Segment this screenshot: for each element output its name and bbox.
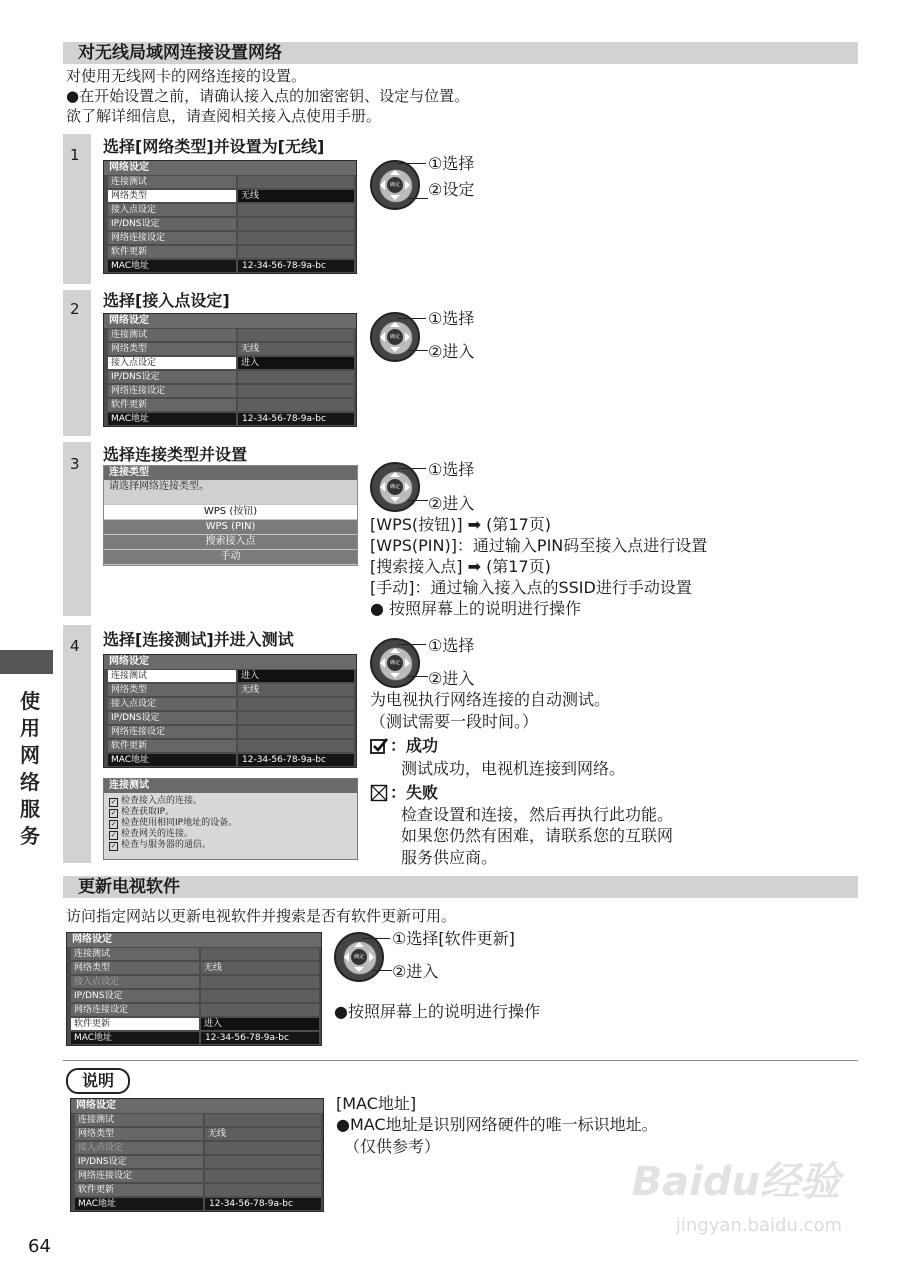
menu-title: 网络设定 <box>104 161 356 175</box>
intro-line-1: 对使用无线网卡的网络连接的设置。 <box>66 67 307 85</box>
step-2-number: 2 <box>70 300 80 318</box>
ok-button-label: 确定 <box>351 949 367 965</box>
menu-title: 网络设定 <box>104 655 356 669</box>
divider <box>63 1060 858 1061</box>
menu-row-connection-settings[interactable]: 网络连接设定 <box>104 384 356 398</box>
network-settings-menu-2 <box>103 313 357 427</box>
checkbox-icon: ✓ <box>110 820 117 828</box>
checkbox-icon: ✓ <box>110 809 117 817</box>
dialog-message: 请选择网络连接类型。 <box>104 480 357 504</box>
intro-line-2: ●在开始设置之前，请确认接入点的加密密钥、设定与位置。 <box>66 87 470 105</box>
menu-row-connection-settings[interactable]: 网络连接设定 <box>104 725 356 739</box>
step-3-line-1: [WPS(按钮)] ➡ (第17页) <box>370 515 552 534</box>
menu-title: 网络设定 <box>67 933 321 947</box>
menu-row-software-update[interactable]: 软件更新 <box>71 1183 323 1197</box>
step-4-marker <box>63 625 91 863</box>
menu-row-connection-settings[interactable]: 网络连接设定 <box>104 231 356 245</box>
menu-row-connection-test[interactable]: 连接测试 <box>104 175 356 189</box>
leader-line <box>398 318 426 319</box>
menu-row-network-type[interactable]: 网络类型 无线 <box>104 342 356 356</box>
menu-row-connection-test[interactable]: 连接测试 进入 <box>104 669 356 683</box>
remote-dpad-3 <box>370 462 420 512</box>
note-heading: [MAC地址] <box>336 1094 417 1113</box>
step-3-number: 3 <box>70 455 80 473</box>
menu-row-ip-dns[interactable]: IP/DNS设定 <box>71 1155 323 1169</box>
checkbox-icon: ✓ <box>110 798 117 806</box>
ok-button-label: 确定 <box>387 329 403 345</box>
step-3-line-5: ● 按照屏幕上的说明进行操作 <box>370 599 582 618</box>
step-1-op-set: ②设定 <box>428 180 475 199</box>
ok-button-label: 确定 <box>387 177 403 193</box>
menu-row-software-update[interactable]: 软件更新 进入 <box>67 1017 321 1031</box>
section-title-wireless: 对无线局域网连接设置网络 <box>78 43 282 63</box>
menu-title: 网络设定 <box>104 314 356 328</box>
remote-dpad-4 <box>370 638 420 688</box>
step-2-op-enter: ②进入 <box>428 342 475 361</box>
note-line-1: ●MAC地址是识别网络硬件的唯一标识地址。 <box>336 1115 658 1134</box>
test-item: ✓ 检查接入点的连接。 <box>110 796 203 806</box>
checkbox-icon: ✓ <box>110 842 117 850</box>
remote-dpad-1 <box>370 160 420 210</box>
checkbox-icon: ✓ <box>110 831 117 839</box>
menu-row-software-update[interactable]: 软件更新 <box>104 398 356 412</box>
network-settings-menu-1 <box>103 160 357 274</box>
leader-line <box>408 500 428 501</box>
step-3-line-2: [WPS(PIN)]：通过输入PIN码至接入点进行设置 <box>370 536 708 555</box>
menu-row-mac: MAC地址 12-34-56-78-9a-bc <box>67 1031 321 1045</box>
menu-row-access-point[interactable]: 接入点设定 <box>104 697 356 711</box>
leader-line <box>398 468 426 469</box>
ok-button-label: 确定 <box>387 655 403 671</box>
remote-dpad-2 <box>370 312 420 362</box>
option-wps-button[interactable]: WPS (按钮) <box>104 505 357 519</box>
step-3-title: 选择连接类型并设置 <box>103 445 248 464</box>
watermark-url: jingyan.baidu.com <box>675 1215 842 1236</box>
menu-row-network-type[interactable]: 网络类型 无线 <box>71 1127 323 1141</box>
network-settings-menu-4 <box>103 654 357 768</box>
fail-text-3: 服务供应商。 <box>401 848 498 867</box>
note-line-2: （仅供参考） <box>344 1137 441 1156</box>
menu-row-ip-dns[interactable]: IP/DNS设定 <box>104 217 356 231</box>
leader-line <box>408 350 428 351</box>
menu-row-connection-settings[interactable]: 网络连接设定 <box>71 1169 323 1183</box>
success-check-icon <box>370 737 388 755</box>
menu-row-connection-test[interactable]: 连接测试 <box>104 328 356 342</box>
menu-row-network-type[interactable]: 网络类型 无线 <box>104 189 356 203</box>
leader-line <box>398 644 426 645</box>
note-label: 说明 <box>66 1068 130 1094</box>
menu-row-access-point[interactable]: 接入点设定 进入 <box>104 356 356 370</box>
fail-x-icon <box>370 784 388 802</box>
menu-row-access-point[interactable]: 接入点设定 <box>67 975 321 989</box>
remote-dpad-update <box>334 932 384 982</box>
page-number: 64 <box>28 1236 51 1257</box>
watermark-logo: Baidu经验 <box>631 1159 840 1205</box>
update-op-enter: ②进入 <box>392 962 439 981</box>
menu-row-mac: MAC地址 12-34-56-78-9a-bc <box>104 412 356 426</box>
menu-row-ip-dns[interactable]: IP/DNS设定 <box>104 370 356 384</box>
step-4-title: 选择[连接测试]并进入测试 <box>103 630 294 649</box>
leader-line <box>362 938 390 939</box>
menu-row-connection-test[interactable]: 连接测试 <box>71 1113 323 1127</box>
sidebar-tab <box>0 650 53 674</box>
option-search-ap[interactable]: 搜索接入点 <box>104 535 357 549</box>
sidebar-chapter-title: 使 用 网 络 服 务 <box>20 689 40 848</box>
step-3-op-select: ①选择 <box>428 460 475 479</box>
menu-row-mac: MAC地址 12-34-56-78-9a-bc <box>104 753 356 767</box>
menu-row-access-point[interactable]: 接入点设定 <box>104 203 356 217</box>
network-settings-menu-update <box>66 932 322 1046</box>
leader-line <box>408 676 428 677</box>
network-settings-menu-note <box>70 1098 324 1212</box>
menu-title: 网络设定 <box>71 1099 323 1113</box>
menu-row-mac: MAC地址 12-34-56-78-9a-bc <box>104 259 356 273</box>
step-4-op-select: ①选择 <box>428 636 475 655</box>
menu-row-software-update[interactable]: 软件更新 <box>104 245 356 259</box>
step-3-op-enter: ②进入 <box>428 494 475 513</box>
menu-row-network-type[interactable]: 网络类型 无线 <box>104 683 356 697</box>
dialog-title: 连接类型 <box>104 466 357 480</box>
update-note: ●按照屏幕上的说明进行操作 <box>334 1002 540 1021</box>
menu-row-mac: MAC地址 12-34-56-78-9a-bc <box>71 1197 323 1211</box>
step-1-title: 选择[网络类型]并设置为[无线] <box>103 137 325 156</box>
leader-line <box>408 198 428 199</box>
connection-test-panel <box>103 778 358 860</box>
intro-line-3: 欲了解详细信息，请查阅相关接入点使用手册。 <box>66 107 382 125</box>
fail-label: ：失败 <box>390 783 439 802</box>
test-item: ✓ 检查使用相同IP地址的设备。 <box>110 818 238 828</box>
option-manual[interactable]: 手动 <box>104 550 357 564</box>
step-4-op-enter: ②进入 <box>428 669 475 688</box>
leader-line <box>398 163 426 164</box>
section-title-update: 更新电视软件 <box>78 877 180 897</box>
menu-row-network-type[interactable]: 网络类型 无线 <box>67 961 321 975</box>
update-intro: 访问指定网站以更新电视软件并搜索是否有软件更新可用。 <box>66 907 457 925</box>
menu-row-software-update[interactable]: 软件更新 <box>104 739 356 753</box>
step-4-desc-2: （测试需要一段时间。） <box>370 712 539 731</box>
step-3-line-3: [搜索接入点] ➡ (第17页) <box>370 557 551 576</box>
menu-row-ip-dns[interactable]: IP/DNS设定 <box>104 711 356 725</box>
menu-row-ip-dns[interactable]: IP/DNS设定 <box>67 989 321 1003</box>
success-label: ：成功 <box>390 736 439 755</box>
connection-type-dialog <box>103 465 358 566</box>
option-wps-pin[interactable]: WPS (PIN) <box>104 520 357 534</box>
fail-text-2: 如果您仍然有困难，请联系您的互联网 <box>401 826 674 845</box>
test-item: ✓ 检查获取IP。 <box>110 807 175 817</box>
update-op-select: ①选择[软件更新] <box>392 929 515 948</box>
test-panel-title: 连接测试 <box>104 779 357 793</box>
ok-button-label: 确定 <box>387 479 403 495</box>
step-1-number: 1 <box>70 146 80 164</box>
step-4-number: 4 <box>70 637 80 655</box>
test-item: ✓ 检查网关的连接。 <box>110 829 194 839</box>
menu-row-connection-settings[interactable]: 网络连接设定 <box>67 1003 321 1017</box>
menu-row-connection-test[interactable]: 连接测试 <box>67 947 321 961</box>
test-item: ✓ 检查与服务器的通信。 <box>110 840 212 850</box>
step-4-desc-1: 为电视执行网络连接的自动测试。 <box>370 690 611 709</box>
menu-row-access-point[interactable]: 接入点设定 <box>71 1141 323 1155</box>
step-1-op-select: ①选择 <box>428 154 475 173</box>
step-3-line-4: [手动]：通过输入接入点的SSID进行手动设置 <box>370 578 692 597</box>
leader-line <box>372 970 392 971</box>
step-2-title: 选择[接入点设定] <box>103 291 230 310</box>
fail-text-1: 检查设置和连接，然后再执行此功能。 <box>401 805 674 824</box>
success-text: 测试成功，电视机连接到网络。 <box>401 759 626 778</box>
section-header-bar <box>63 876 858 898</box>
step-2-op-select: ①选择 <box>428 309 475 328</box>
